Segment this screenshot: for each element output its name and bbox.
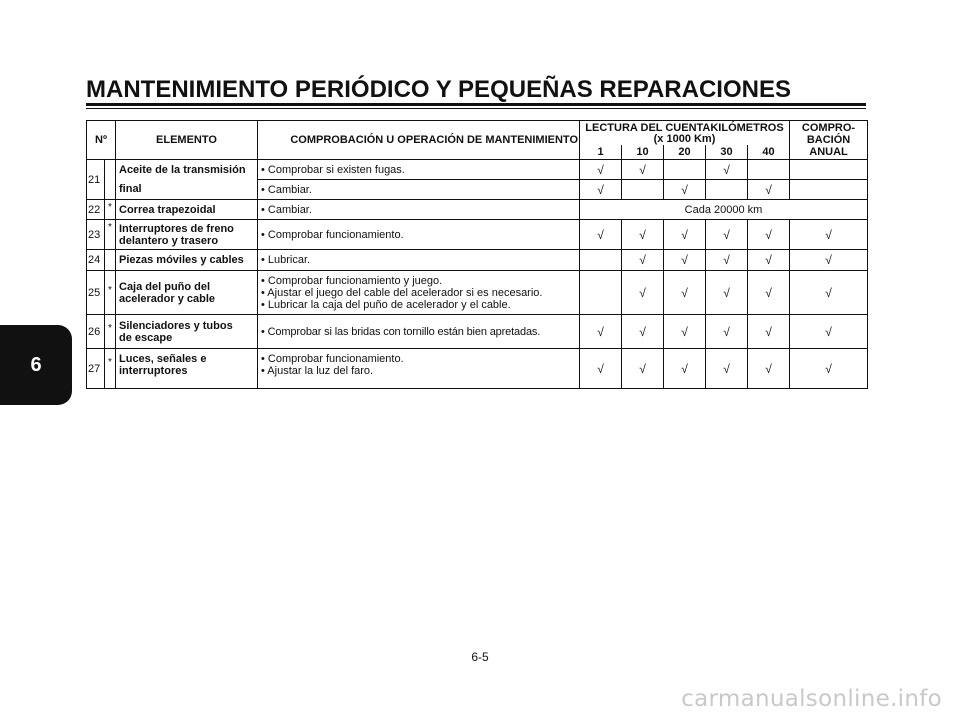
- row-element-line: interruptores: [119, 365, 188, 377]
- row-asterisk: *: [105, 349, 116, 389]
- chapter-tab: 6: [0, 325, 72, 405]
- maintenance-table: [86, 120, 868, 389]
- title-rule-thin: [86, 108, 866, 109]
- row-operation-line: • Lubricar la caja del puño de acelerador y el cable.: [261, 298, 511, 311]
- table-row: [87, 315, 868, 349]
- row-element: Correa trapezoidal: [116, 200, 258, 220]
- check-cell: √: [706, 349, 748, 389]
- row-asterisk: [105, 250, 116, 271]
- row-operation-line: • Ajustar el juego del cable del acelerador si es necesario.: [261, 286, 543, 299]
- check-cell: √: [790, 271, 868, 315]
- header-no: Nº: [87, 121, 116, 160]
- check-cell: √: [664, 220, 706, 250]
- check-cell: √: [664, 250, 706, 271]
- row-number: 23: [87, 220, 105, 250]
- check-cell: [706, 180, 748, 200]
- check-cell: √: [622, 250, 664, 271]
- check-cell: [622, 180, 664, 200]
- check-cell: √: [748, 250, 790, 271]
- check-cell: [664, 160, 706, 180]
- check-cell: √: [664, 349, 706, 389]
- check-cell: √: [748, 180, 790, 200]
- check-cell: √: [622, 220, 664, 250]
- check-cell: √: [748, 349, 790, 389]
- check-cell: √: [580, 160, 622, 180]
- check-cell: √: [706, 160, 748, 180]
- row-operation: [258, 271, 580, 315]
- table-row: [87, 271, 868, 315]
- check-cell: √: [790, 315, 868, 349]
- table-row: [87, 200, 868, 220]
- row-element: Aceite de la transmisión: [116, 160, 258, 180]
- row-element: [116, 315, 258, 349]
- table-row: [87, 160, 868, 180]
- watermark: carmanualsonline.info: [681, 686, 942, 712]
- row-operation-line: • Comprobar funcionamiento y juego.: [261, 274, 443, 287]
- row-number: 24: [87, 250, 105, 271]
- check-cell: √: [664, 315, 706, 349]
- header-element: ELEMENTO: [116, 121, 258, 160]
- row-element: [116, 349, 258, 389]
- row-asterisk: *: [105, 315, 116, 349]
- check-cell: [580, 250, 622, 271]
- row-element-line: Interruptores de freno: [119, 222, 234, 235]
- header-odometer: [580, 121, 790, 146]
- check-cell: √: [580, 180, 622, 200]
- row-element-line: Luces, señales e: [119, 353, 207, 365]
- header-annual-line2: BACIÓN: [806, 134, 851, 146]
- check-cell: √: [790, 220, 868, 250]
- header-interval: 40: [748, 145, 790, 159]
- row-element-line: de escape: [119, 331, 173, 344]
- check-cell: [748, 160, 790, 180]
- row-number: 26: [87, 315, 105, 349]
- table-row: [87, 250, 868, 271]
- row-asterisk: *: [105, 200, 116, 220]
- row-number: 22: [87, 200, 105, 220]
- check-cell: √: [664, 180, 706, 200]
- row-operation: • Cambiar.: [258, 200, 580, 220]
- row-element-line: acelerador y cable: [119, 292, 216, 305]
- check-cell: √: [706, 315, 748, 349]
- interval-span-text: Cada 20000 km: [580, 200, 868, 220]
- check-cell: √: [790, 250, 868, 271]
- header-annual: [790, 121, 868, 160]
- header-annual-line3: ANUAL: [809, 146, 848, 158]
- row-element-line: Silenciadores y tubos: [119, 319, 233, 332]
- row-element-line: delantero y trasero: [119, 234, 219, 247]
- header-row: [87, 121, 868, 146]
- check-cell: √: [580, 220, 622, 250]
- check-cell: √: [622, 271, 664, 315]
- table-row: [87, 180, 868, 200]
- row-number: 25: [87, 271, 105, 315]
- check-cell: √: [706, 250, 748, 271]
- row-asterisk: *: [105, 220, 116, 250]
- check-cell: √: [580, 315, 622, 349]
- row-number: 21: [87, 160, 105, 200]
- row-operation: • Comprobar funcionamiento.: [258, 220, 580, 250]
- header-odometer-label: LECTURA DEL CUENTAKILÓMETROS: [585, 121, 784, 134]
- table-row: [87, 220, 868, 250]
- header-operation: COMPROBACIÓN U OPERACIÓN DE MANTENIMIENTO: [258, 121, 580, 160]
- row-operation-line: • Comprobar funcionamiento.: [261, 353, 404, 365]
- row-operation: [258, 349, 580, 389]
- check-cell: √: [790, 349, 868, 389]
- row-element-line: Caja del puño del: [119, 280, 211, 293]
- row-number: 27: [87, 349, 105, 389]
- header-annual-line1: COMPRO-: [801, 122, 856, 134]
- check-cell: √: [748, 220, 790, 250]
- check-cell: √: [706, 220, 748, 250]
- row-operation: • Comprobar si las bridas con tornillo están bien apretadas.: [258, 315, 580, 349]
- row-element: final: [116, 180, 258, 200]
- check-cell: √: [706, 271, 748, 315]
- header-interval: 20: [664, 145, 706, 159]
- check-cell: √: [664, 271, 706, 315]
- check-cell: √: [580, 349, 622, 389]
- row-operation: • Cambiar.: [258, 180, 580, 200]
- header-odometer-unit: (x 1000 Km): [653, 132, 716, 145]
- header-interval: 10: [622, 145, 664, 159]
- check-cell: [790, 180, 868, 200]
- row-asterisk: *: [105, 271, 116, 315]
- page-number: 6-5: [471, 650, 489, 664]
- page-title: MANTENIMIENTO PERIÓDICO Y PEQUEÑAS REPARACIONES: [86, 76, 791, 103]
- row-operation-line: • Ajustar la luz del faro.: [261, 365, 374, 377]
- header-interval: 30: [706, 145, 748, 159]
- title-rule: [86, 103, 866, 106]
- check-cell: √: [622, 315, 664, 349]
- check-cell: √: [622, 349, 664, 389]
- row-element: [116, 271, 258, 315]
- row-asterisk: [105, 160, 116, 200]
- check-cell: [580, 271, 622, 315]
- check-cell: [790, 160, 868, 180]
- row-element: Piezas móviles y cables: [116, 250, 258, 271]
- header-interval: 1: [580, 145, 622, 159]
- check-cell: √: [622, 160, 664, 180]
- check-cell: √: [748, 315, 790, 349]
- check-cell: √: [748, 271, 790, 315]
- row-element: [116, 220, 258, 250]
- row-operation: • Comprobar si existen fugas.: [258, 160, 580, 180]
- table-row: [87, 349, 868, 389]
- row-operation: • Lubricar.: [258, 250, 580, 271]
